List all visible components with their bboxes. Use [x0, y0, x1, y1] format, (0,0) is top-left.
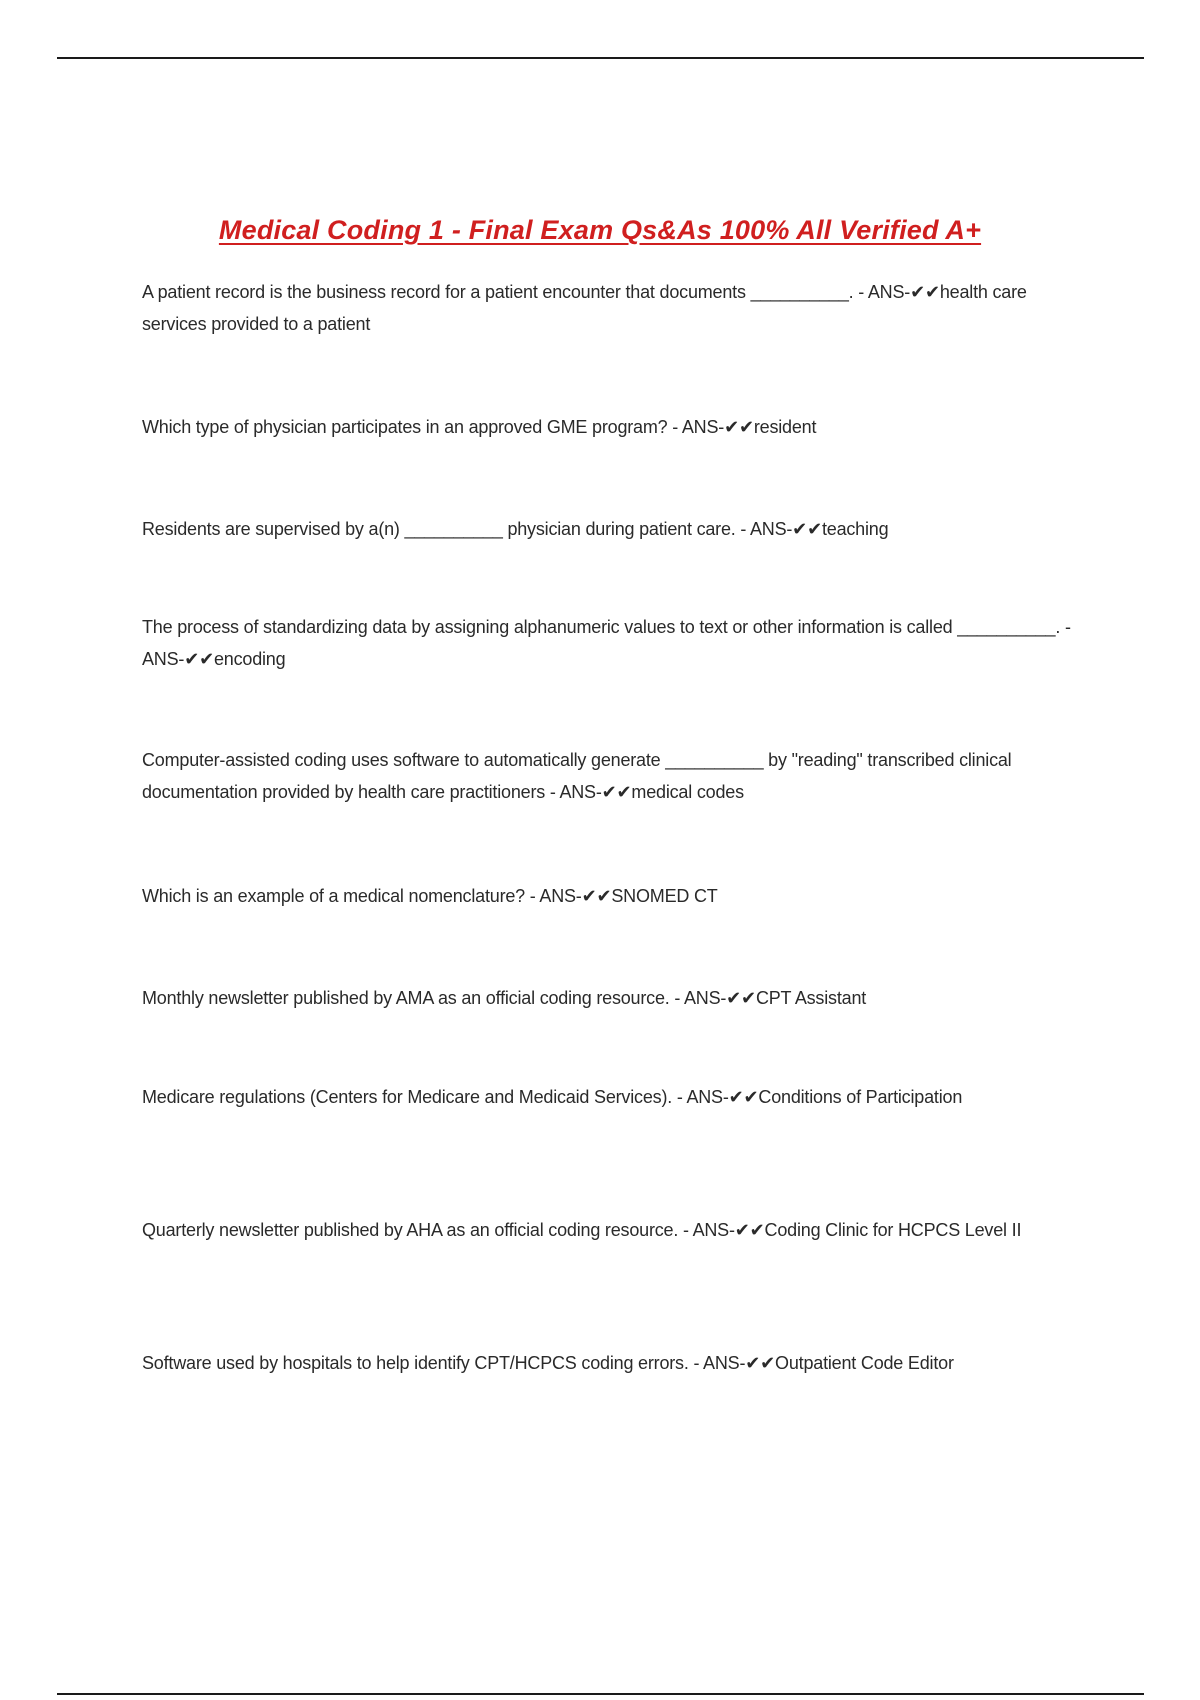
qa-item-5: Computer-assisted coding uses software to automatically generate __________ by "reading" transcribed clinical documentation provided by health care practitioners - ANS-✔✔medical codes — [142, 750, 1012, 802]
document-title: Medical Coding 1 - Final Exam Qs&As 100% All Verified A+ — [218, 215, 982, 245]
qa-item-3: Residents are supervised by a(n) __________ physician during patient care. - ANS-✔✔teaching — [142, 519, 889, 539]
qa-item-4: The process of standardizing data by assigning alphanumeric values to text or other information is called __________. - ANS-✔✔encoding — [142, 617, 1071, 669]
qa-item-8: Medicare regulations (Centers for Medicare and Medicaid Services). - ANS-✔✔Conditions of Participation — [142, 1087, 963, 1107]
qa-item-10: Software used by hospitals to help identify CPT/HCPCS coding errors. - ANS-✔✔Outpatient Code Editor — [142, 1353, 954, 1373]
qa-item-2: Which type of physician participates in an approved GME program? - ANS-✔✔resident — [142, 417, 817, 437]
qa-item-7: Monthly newsletter published by AMA as an official coding resource. - ANS-✔✔CPT Assistant — [142, 988, 867, 1008]
qa-item-6: Which is an example of a medical nomenclature? - ANS-✔✔SNOMED CT — [142, 886, 718, 906]
bottom-divider — [57, 1693, 1144, 1695]
top-divider — [57, 57, 1144, 59]
qa-item-9: Quarterly newsletter published by AHA as an official coding resource. - ANS-✔✔Coding Clinic for HCPCS Level II — [142, 1220, 1022, 1240]
qa-item-1: A patient record is the business record for a patient encounter that documents __________. - ANS-✔✔health care services provided to a patient — [142, 282, 1027, 334]
